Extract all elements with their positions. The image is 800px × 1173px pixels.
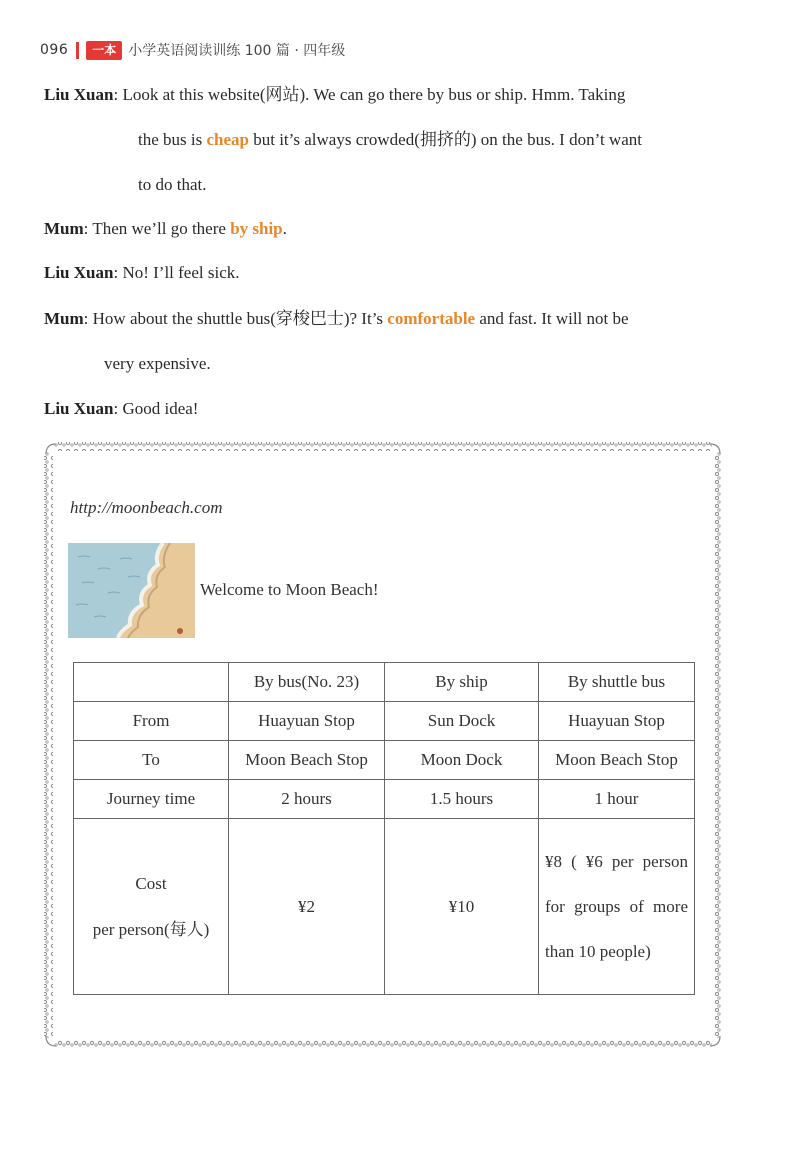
dialogue-line (138, 174, 740, 196)
speaker-separator: : (83, 219, 93, 238)
dialogue-text: but it’s always crowded(拥挤的) on the bus. I don’t want (248, 130, 642, 149)
dialogue-text: and fast. It will not be (475, 309, 629, 328)
dialogue-text: the bus is (138, 130, 207, 149)
dialogue-text: . (282, 219, 287, 238)
page-number: 096 (40, 42, 69, 58)
dialogue-line (44, 84, 740, 106)
table-cell: 2 hours (229, 780, 385, 819)
cost-label-sub: per person(每人) (92, 919, 210, 939)
table-cell: Journey time (74, 780, 229, 819)
cost-ship-cell: ¥10 (385, 819, 539, 995)
table-row (74, 702, 695, 741)
speaker-separator: : (113, 399, 123, 418)
speaker-name: Mum (44, 219, 84, 238)
dialogue-line (44, 262, 740, 284)
dialogue-text: very expensive. (104, 354, 211, 373)
cost-shuttle-cell: ¥8 ( ¥6 per person for groups of more than 10 people) (539, 819, 695, 995)
book-title: 小学英语阅读训练 100 篇 · 四年级 (128, 43, 346, 59)
speaker-name: Liu Xuan (44, 263, 114, 282)
table-row (74, 741, 695, 780)
table-cell: 1 hour (539, 780, 695, 819)
speaker-name: Liu Xuan (44, 85, 114, 104)
speaker-name: Liu Xuan (44, 399, 114, 418)
dialogue-line (44, 398, 740, 420)
beach-image (68, 543, 195, 638)
dialogue-text: How about the shuttle bus(穿梭巴士)? It’s (92, 309, 388, 328)
table-header-cell (74, 663, 229, 702)
speaker-separator: : (113, 263, 123, 282)
table-row-cost (74, 819, 695, 995)
website-url: http://moonbeach.com (70, 498, 223, 517)
dialogue-text: Then we’ll go there (92, 219, 231, 238)
highlighted-word: cheap (206, 130, 249, 149)
speaker-separator: : (83, 309, 93, 328)
dialogue-line (44, 218, 740, 240)
dialogue-text: Good idea! (122, 399, 199, 418)
dialogue-text: to do that. (138, 175, 207, 194)
table-row (74, 780, 695, 819)
table-cell: Moon Beach Stop (539, 741, 695, 780)
table-cell: To (74, 741, 229, 780)
welcome-text: Welcome to Moon Beach! (200, 580, 379, 599)
highlighted-word: comfortable (387, 309, 476, 328)
table-header-cell: By shuttle bus (539, 663, 695, 702)
table-cell: Sun Dock (385, 702, 539, 741)
cost-bus-cell: ¥2 (229, 819, 385, 995)
dialogue-text: No! I’ll feel sick. (122, 263, 240, 282)
table-header-cell: By ship (385, 663, 539, 702)
table-cell: From (74, 702, 229, 741)
table-cell: 1.5 hours (385, 780, 539, 819)
table-cell: Huayuan Stop (539, 702, 695, 741)
header-divider (76, 42, 79, 59)
highlighted-word: by ship (230, 219, 283, 238)
dialogue-line (44, 308, 740, 330)
table-header-cell: By bus(No. 23) (229, 663, 385, 702)
table-cell: Moon Dock (385, 741, 539, 780)
dialogue-line (138, 129, 740, 151)
speaker-name: Mum (44, 309, 84, 328)
cost-label: Cost (135, 873, 167, 893)
dialogue-text: Look at this website(网站). We can go there by bus or ship. Hmm. Taking (122, 85, 626, 104)
transport-table (73, 662, 695, 995)
table-cell: Moon Beach Stop (229, 741, 385, 780)
cost-label-cell (74, 819, 229, 995)
dialogue-line (104, 353, 740, 375)
page-header (40, 38, 345, 62)
table-cell: Huayuan Stop (229, 702, 385, 741)
book-logo: 一本 (86, 41, 122, 60)
speaker-separator: : (113, 85, 123, 104)
table-header-row (74, 663, 695, 702)
